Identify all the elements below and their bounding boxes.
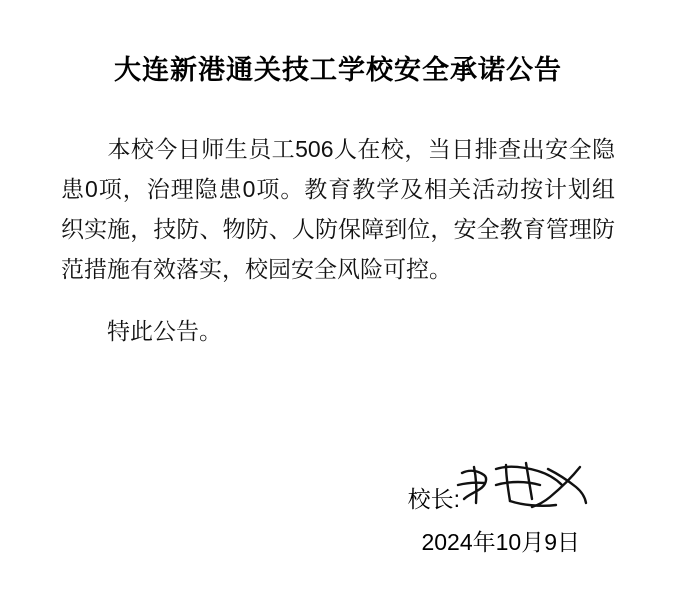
signature-block — [292, 453, 622, 557]
paragraph-closing — [61, 311, 615, 351]
document-body — [61, 87, 615, 351]
principal-label: 校长: — [407, 486, 460, 512]
signature-date: 2024年10月9日 — [421, 529, 580, 555]
signature-row — [292, 453, 622, 517]
page-title: 大连新港通关技工学校安全承诺公告 — [114, 55, 562, 85]
paragraph-main-text: 本校今日师生员工506人在校，当日排查出安全隐患0项，治理隐患0项。教育教学及相关活动按计划组织实施，技防、物防、人防保障到位，安全教育管理防范措施有效落实，校园安全风险可控。 — [61, 136, 615, 282]
handwritten-signature-icon — [452, 455, 592, 517]
paragraph-main — [61, 129, 615, 289]
paragraph-closing-text: 特此公告。 — [107, 318, 222, 344]
